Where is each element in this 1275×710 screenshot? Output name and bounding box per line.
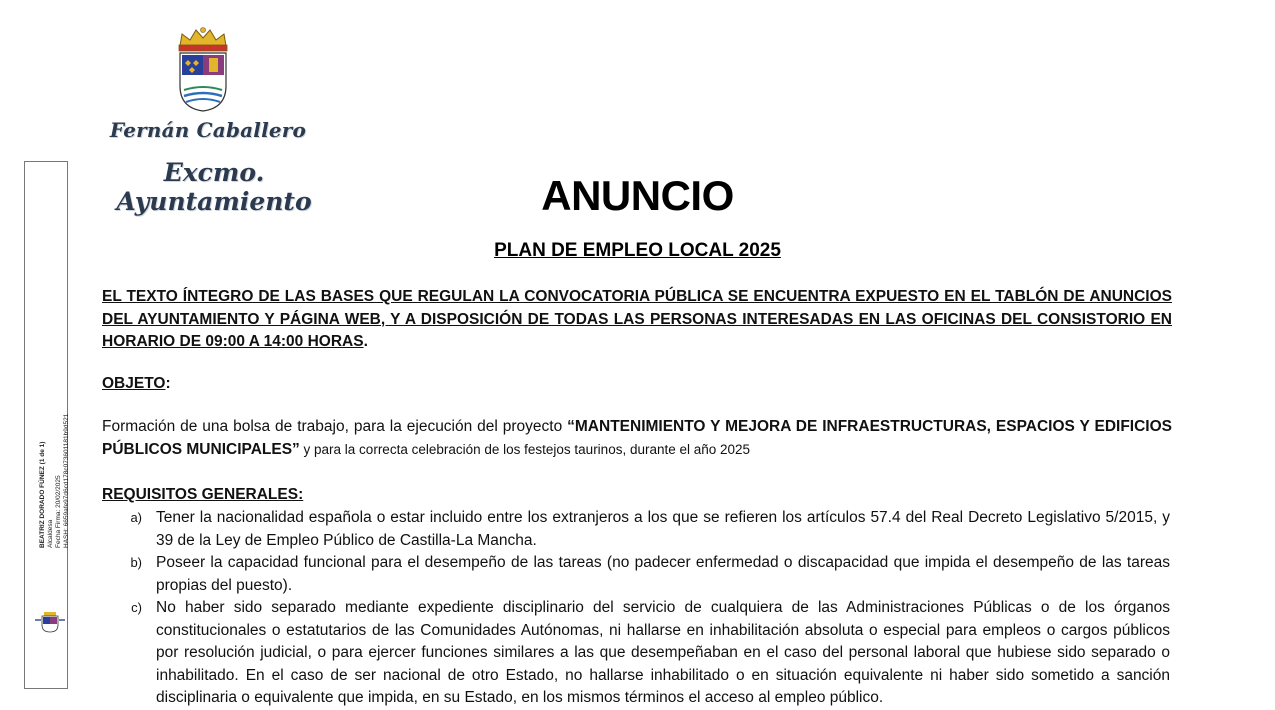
list-item-letter: a) [130, 510, 142, 525]
list-item-text: Tener la nacionalidad española o estar incluido entre los extranjeros a los que se refieren los artículos 57.4 del Real Decreto Legislativo 5/2015, y 39 de la Ley de Empleo Público de Castilla-La Mancha. [156, 509, 1170, 549]
signature-date: Fecha Firma: 20/02/2025 [55, 475, 62, 548]
page-title: ANUNCIO [541, 172, 734, 219]
objeto-project: “MANTENIMIENTO Y MEJORA DE INFRAESTRUCTURAS, ESPACIOS Y EDIFICIOS PÚBLICOS MUNICIPALES” [102, 418, 1172, 458]
signer-role: Alcaldesa [47, 519, 54, 548]
list-item-letter: b) [130, 555, 142, 570]
list-item [102, 597, 1170, 710]
objeto-heading-label: OBJETO [102, 375, 166, 392]
coat-of-arms-icon [172, 24, 234, 114]
document-subtitle: PLAN DE EMPLEO LOCAL 2025 [494, 240, 781, 261]
small-coat-of-arms-icon [33, 611, 67, 633]
signature-details [39, 378, 71, 548]
requisitos-list [102, 507, 1170, 710]
objeto-paragraph [102, 416, 1172, 461]
notice-period: . [363, 333, 368, 350]
objeto-heading-colon: : [165, 375, 171, 392]
objeto-rest: y para la correcta celebración de los festejos taurinos, durante el año 2025 [299, 441, 751, 457]
objeto-intro: Formación de una bolsa de trabajo, para la ejecución del proyecto [102, 418, 568, 435]
notice-paragraph [102, 286, 1172, 354]
council-title: Excmo. Ayuntamiento [116, 158, 312, 216]
notice-text: EL TEXTO ÍNTEGRO DE LAS BASES QUE REGULAN LA CONVOCATORIA PÚBLICA SE ENCUENTRA EXPUESTO EN EL TABLÓN DE ANUNCIOS DEL AYUNTAMIENTO Y PÁGINA WEB, Y A DISPOSICIÓN DE TODAS LAS PERSONAS INTERESADAS EN LAS OFICINAS DEL CONSISTORIO EN HORARIO DE 09:00 A 14:00 HORAS [102, 288, 1172, 350]
list-item [102, 507, 1170, 552]
list-item [102, 552, 1170, 597]
objeto-heading [102, 373, 1172, 396]
list-item-text: Poseer la capacidad funcional para el desempeño de las tareas (no padecer enfermedad o discapacidad que impida el desempeño de las tareas propias del puesto). [156, 554, 1170, 594]
signature-hash: HASH: 6659afe97d6cd178c073601181b9d521 [63, 413, 70, 548]
list-item-text: No haber sido separado mediante expediente disciplinario del servicio de cualquiera de las Administraciones Públicas o de los órganos constitucionales o estatutarios de las Comunidades Autónomas, ni hallarse en inhabilitación absoluta o especial para empleos o cargos públicos por resolución judicial, o para ejercer funciones similares a las que desempeñaban en el caso del personal laboral que hubiese sido separado o inhabilitado. En el caso de ser nacional de otro Estado, no hallarse inhabilitado o en situación equivalente ni haber sido sometido a sanción disciplinaria o equivalente que impida, en su Estado, en los mismos términos el acceso al empleo público. [156, 599, 1170, 706]
signer-name: BEATRIZ DORADO FÚNEZ (1 de 1) [39, 441, 46, 548]
list-item-letter: c) [131, 600, 142, 615]
municipality-name: Fernán Caballero [109, 118, 307, 142]
requisitos-heading: REQUISITOS GENERALES: [102, 486, 304, 503]
